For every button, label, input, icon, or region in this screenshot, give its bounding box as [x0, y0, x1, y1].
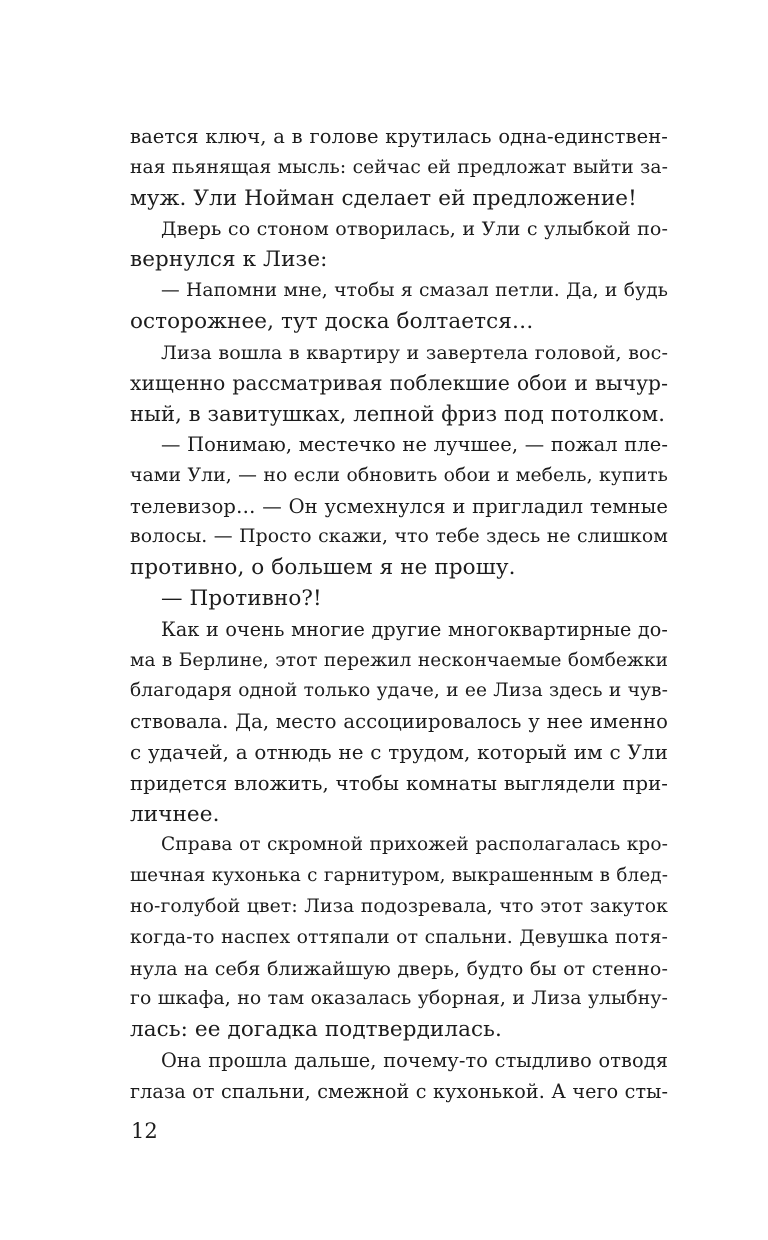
page-body [130, 122, 668, 1108]
text-line: хищенно рассматривая поблекшие обои и вычур- [130, 371, 668, 396]
text-line: — Противно?! [161, 585, 322, 611]
text-line: нула на себя ближайшую дверь, будто бы от стенно- [130, 957, 668, 980]
text-line: Она прошла дальше, почему-то стыдливо отводя [161, 1048, 668, 1072]
text-line: ная пьянящая мысль: сейчас ей предложат выйти за- [130, 156, 668, 178]
text-line: чами Ули, — но если обновить обои и мебель, купить [130, 464, 668, 486]
text-line: телевизор… — Он усмехнулся и пригладил темные [130, 494, 668, 518]
text-line: когда-то наспех оттяпали от спальни. Девушка потя- [130, 926, 668, 948]
text-line: осторожнее, тут доска болтается… [130, 308, 534, 334]
text-line: придется вложить, чтобы комнаты выглядели при- [130, 771, 668, 795]
text-line: муж. Ули Нойман сделает ей предложение! [130, 185, 637, 211]
text-line: Лиза вошла в квартиру и завертела головой, вос- [161, 340, 668, 364]
text-line: ма в Берлине, этот пережил нескончаемые бомбежки [130, 649, 668, 671]
text-line: ствовала. Да, место ассоциировалось у нее именно [130, 710, 668, 734]
text-line: Как и очень многие другие многоквартирные до- [161, 617, 668, 641]
text-line: го шкафа, но там оказалась уборная, и Лиза улыбну- [130, 988, 668, 1010]
text-line: волосы. — Просто скажи, что тебе здесь не слишком [130, 526, 668, 548]
text-line: Справа от скромной прихожей располагалась кро- [161, 834, 668, 856]
text-line: глаза от спальни, смежной с кухонькой. А чего сты- [130, 1079, 668, 1103]
text-line: ный, в завитушках, лепной фриз под потолком. [130, 401, 666, 427]
text-line: с удачей, а отнюдь не с трудом, который им с Ули [130, 740, 668, 764]
text-line: вернулся к Лизе: [130, 247, 328, 273]
text-line: лась: ее догадка подтвердилась. [130, 1017, 502, 1043]
text-line: Дверь со стоном отворилась, и Ули с улыбкой по- [161, 218, 668, 241]
text-line: противно, о большем я не прошу. [130, 555, 516, 581]
text-line: но-голубой цвет: Лиза подозревала, что этот закуток [130, 895, 668, 917]
text-line: — Напомни мне, чтобы я смазал петли. Да, и будь [161, 279, 668, 301]
text-line: шечная кухонька с гарнитуром, выкрашенным в блед- [130, 865, 668, 887]
text-line: — Понимаю, местечко не лучшее, — пожал пле- [161, 432, 668, 456]
text-line: благодаря одной только удаче, и ее Лиза здесь и чув- [130, 680, 668, 702]
text-line: личнее. [130, 801, 220, 827]
text-line: вается ключ, а в голове крутилась одна-единствен- [130, 125, 668, 148]
page-number: 12 [131, 1119, 158, 1143]
